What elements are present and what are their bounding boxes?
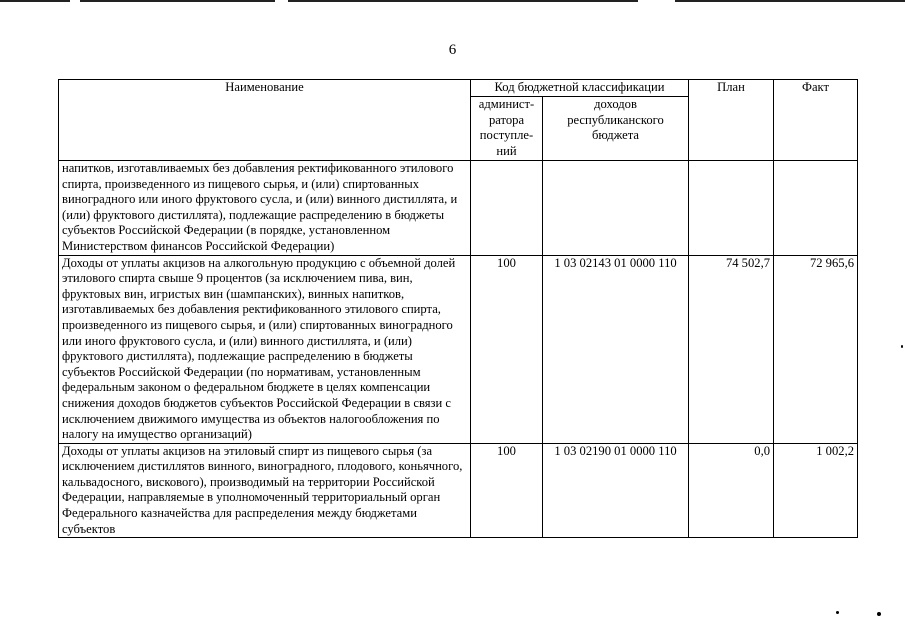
row-budget-code: 1 03 02190 01 0000 110	[543, 443, 689, 538]
row-plan	[689, 161, 774, 256]
scan-speck	[901, 345, 903, 348]
header-plan: План	[689, 80, 774, 161]
row-budget-code	[543, 161, 689, 256]
page-number: 6	[448, 42, 457, 58]
header-code-group: Код бюджетной классификации	[471, 80, 689, 97]
row-admin-code: 100	[471, 443, 543, 538]
header-row-top	[59, 80, 858, 97]
top-border-segment	[288, 0, 638, 2]
top-border-segment	[675, 0, 905, 2]
row-fact	[774, 161, 858, 256]
top-border-segment	[0, 0, 70, 2]
row-budget-code: 1 03 02143 01 0000 110	[543, 255, 689, 443]
row-name: Доходы от уплаты акцизов на этиловый спирт из пищевого сырья (за исключением дистиллятов винного, виноградного, плодового, коньячного, кальвадосного, вискового), производимый на территории Российской Федерации, направляемые в уполномоченный территориальный орган Федерального казначейства для распределения между бюджетами субъектов	[59, 443, 471, 538]
budget-revenue-table	[58, 79, 858, 538]
row-admin-code	[471, 161, 543, 256]
header-name: Наименование	[59, 80, 471, 161]
header-revenue: доходов республиканского бюджета	[543, 97, 689, 161]
row-plan: 74 502,7	[689, 255, 774, 443]
table-row	[59, 161, 858, 256]
row-name: Доходы от уплаты акцизов на алкогольную продукцию с объемной долей этилового спирта свыше 9 процентов (за исключением пива, вин, фруктовых вин, игристых вин (шампанских), винных напитков, изготавливаемых без добавления ректификованного этилового спирта, произведенного из пищевого сырья, и (или) спиртованных виноградного или иного фруктового сусла, и (или) винного дистиллята, и (или) фруктового дистиллята), подлежащие распределению в бюджеты субъектов Российской Федерации (по нормативам, установленным федеральным законом о федеральном бюджете в целях компенсации снижения доходов бюджетов субъектов Российской Федерации в связи с исключением движимого имущества из объектов налогообложения по налогу на имущество организаций)	[59, 255, 471, 443]
row-fact: 72 965,6	[774, 255, 858, 443]
row-name: напитков, изготавливаемых без добавления ректификованного этилового спирта, произведенного из пищевого сырья, и (или) спиртованных виноградного или иного фруктового сусла, и (или) винного дистиллята, и (или) фруктового дистиллята), подлежащие распределению в бюджеты субъектов Российской Федерации (в порядке, установленном Министерством финансов Российской Федерации)	[59, 161, 471, 256]
top-border-segment	[80, 0, 275, 2]
row-admin-code: 100	[471, 255, 543, 443]
table-row	[59, 443, 858, 538]
scan-speck	[877, 612, 881, 616]
row-fact: 1 002,2	[774, 443, 858, 538]
scan-speck	[836, 611, 839, 614]
row-plan: 0,0	[689, 443, 774, 538]
table-row	[59, 255, 858, 443]
header-admin: админист-ратора поступле-ний	[471, 97, 543, 161]
header-fact: Факт	[774, 80, 858, 161]
